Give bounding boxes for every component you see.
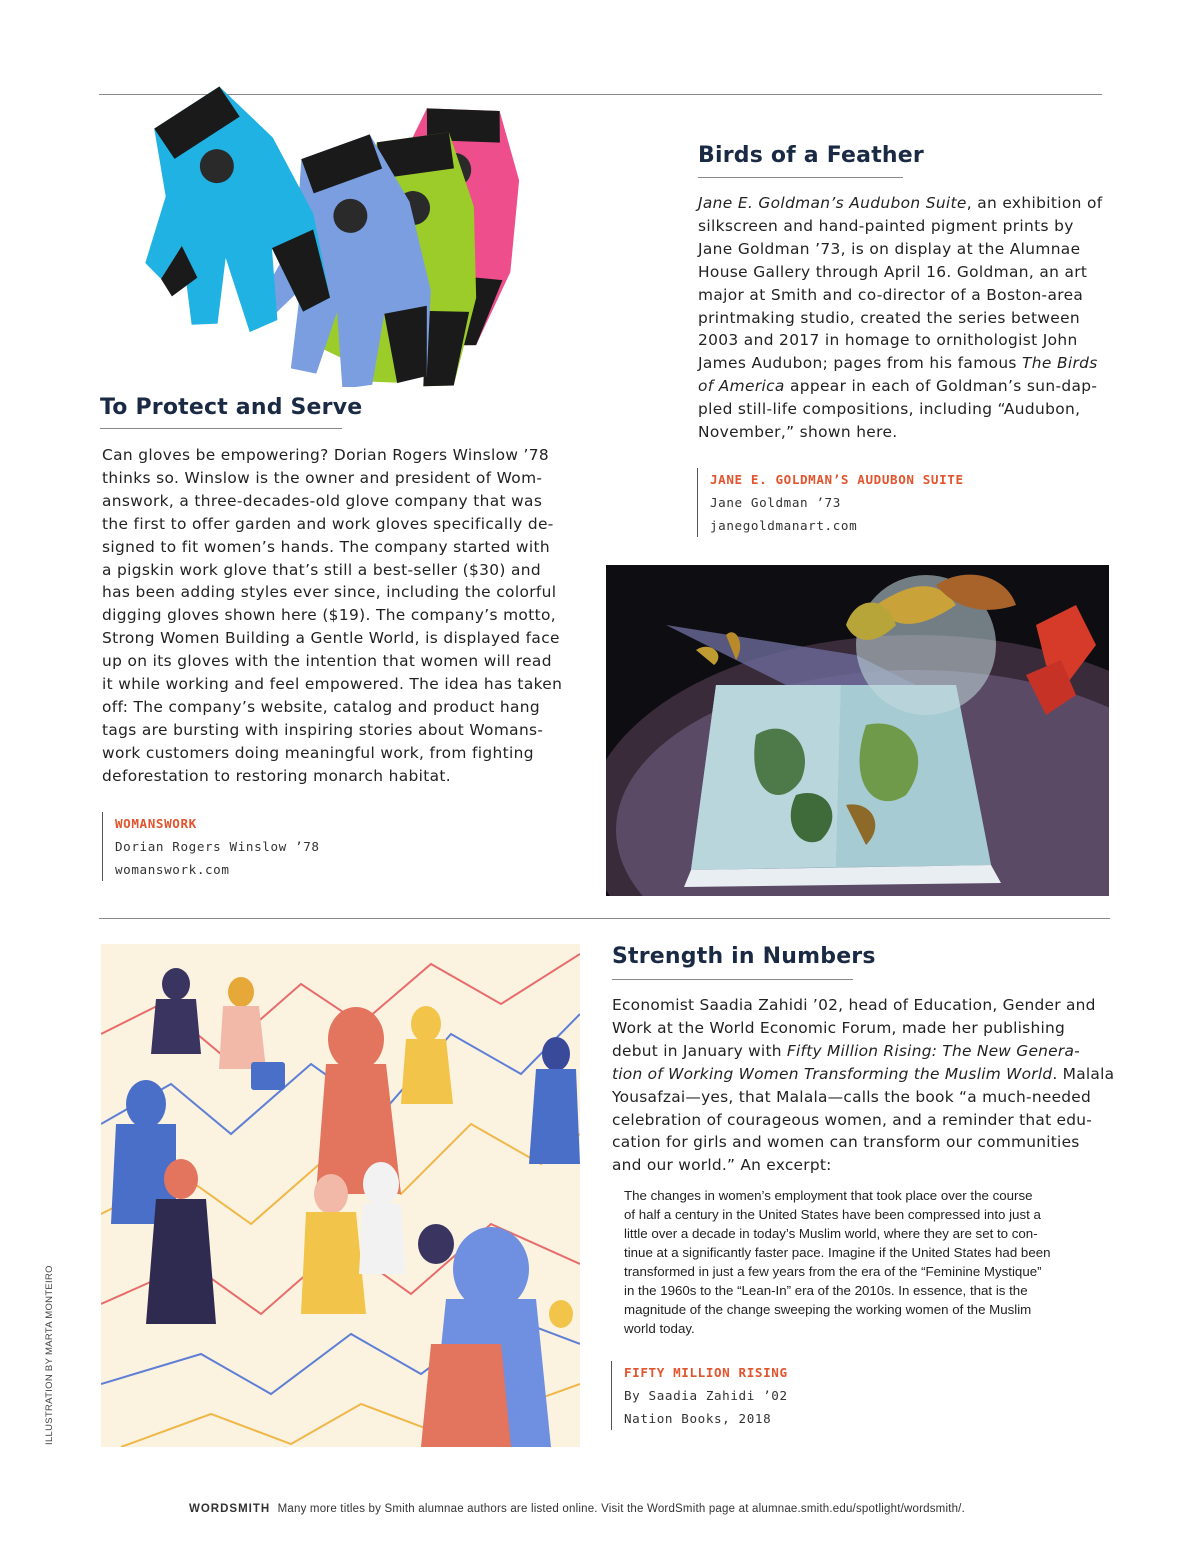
section-title-protect: To Protect and Serve bbox=[100, 395, 363, 420]
middle-rule bbox=[99, 918, 1110, 919]
excerpt-line: magnitude of the change sweeping the working women of the Muslim bbox=[624, 1302, 1032, 1317]
excerpt-line: of half a century in the United States have been compressed into just a bbox=[624, 1207, 1041, 1222]
body-line: silkscreen and hand-painted pigment prints by bbox=[698, 216, 1074, 235]
body-line: tags are bursting with inspiring stories about Womans- bbox=[102, 720, 544, 739]
body-line: cation for girls and women can transform our communities bbox=[612, 1133, 1080, 1152]
italic-book-title: The Birds bbox=[1022, 354, 1098, 373]
heading-underline bbox=[100, 428, 342, 429]
section-body-birds bbox=[698, 192, 1103, 444]
body-line: up on its gloves with the intention that women will read bbox=[102, 652, 552, 671]
section-title-strength: Strength in Numbers bbox=[612, 944, 876, 969]
body-line: Can gloves be empowering? Dorian Rogers Winslow ’78 bbox=[102, 446, 550, 464]
credit-author: Dorian Rogers Winslow ’78 bbox=[115, 839, 320, 854]
excerpt-line: The changes in women’s employment that took place over the course bbox=[624, 1188, 1033, 1203]
credit-title: WOMANSWORK bbox=[115, 816, 197, 831]
body-line: November,” shown here. bbox=[698, 423, 898, 442]
body-line: and our world.” An excerpt: bbox=[612, 1156, 832, 1175]
excerpt-line: in the 1960s to the “Lean-In” era of the 2010s. In essence, that is the bbox=[624, 1283, 1028, 1298]
body-line: the first to offer garden and work gloves specifically de- bbox=[102, 514, 554, 533]
excerpt-line: world today. bbox=[624, 1321, 695, 1336]
body-line: Jane Goldman ’73, is on display at the Alumnae bbox=[698, 239, 1081, 258]
body-line: 2003 and 2017 in homage to ornithologist John bbox=[698, 331, 1078, 350]
credit-publisher: Nation Books, 2018 bbox=[624, 1411, 772, 1426]
body-line: work customers doing meaningful work, from fighting bbox=[102, 743, 534, 762]
body-line: signed to fit women’s hands. The company started with bbox=[102, 537, 550, 556]
footer-text: Many more titles by Smith alumnae authors are listed online. Visit the WordSmith page at alumnae.smith.edu/spotlight/wordsmith/. bbox=[277, 1503, 965, 1515]
credit-title: JANE E. GOLDMAN’S AUDUBON SUITE bbox=[710, 472, 964, 487]
body-line: pled still-life compositions, including “Audubon, bbox=[698, 400, 1081, 419]
body-line: Jane E. Goldman’s Audubon Suite, an exhibition of bbox=[698, 194, 1103, 212]
body-line: deforestation to restoring monarch habitat. bbox=[102, 766, 452, 785]
excerpt-line: little over a decade in today’s Muslim world, where they are set to con- bbox=[624, 1226, 1038, 1241]
italic-book-title: of America bbox=[698, 377, 785, 396]
body-line: a pigskin work glove that’s still a best-seller ($30) and bbox=[102, 560, 541, 579]
body-line: printmaking studio, created the series between bbox=[698, 308, 1081, 327]
credit-title: FIFTY MILLION RISING bbox=[624, 1365, 788, 1380]
body-line: House Gallery through April 16. Goldman, an art bbox=[698, 262, 1088, 281]
body-line: has been adding styles ever since, including the colorful bbox=[102, 583, 557, 602]
illustration-credit: ILLUSTRATION BY MARTA MONTEIRO bbox=[44, 1265, 55, 1445]
body-line: debut in January with Fifty Million Rising: The New Genera- bbox=[612, 1041, 1080, 1060]
body-line: Yousafzai—yes, that Malala—calls the book “a much-needed bbox=[612, 1087, 1092, 1106]
body-line: off: The company’s website, catalog and product hang bbox=[102, 697, 540, 716]
credit-audubon bbox=[697, 468, 964, 537]
heading-underline bbox=[698, 177, 903, 178]
section-body-protect bbox=[102, 444, 562, 788]
footer bbox=[189, 1503, 965, 1515]
body-line: digging gloves shown here ($19). The company’s motto, bbox=[102, 606, 556, 625]
women-illustration bbox=[101, 944, 580, 1447]
body-line: Economist Saadia Zahidi ’02, head of Education, Gender and bbox=[612, 996, 1096, 1014]
body-line: it while working and feel empowered. The idea has taken bbox=[102, 675, 563, 694]
credit-author: Jane Goldman ’73 bbox=[710, 495, 841, 510]
footer-label: WORDSMITH bbox=[189, 1503, 271, 1515]
excerpt-line: transformed in just a few years from the era of the “Feminine Mystique” bbox=[624, 1264, 1042, 1279]
body-line: James Audubon; pages from his famous The Birds bbox=[698, 354, 1098, 373]
section-title-birds: Birds of a Feather bbox=[698, 143, 924, 168]
body-line: thinks so. Winslow is the owner and president of Wom- bbox=[102, 468, 543, 487]
credit-website[interactable]: janegoldmanart.com bbox=[710, 518, 858, 533]
body-line: celebration of courageous women, and a reminder that edu- bbox=[612, 1110, 1093, 1129]
body-line: answork, a three-decades-old glove company that was bbox=[102, 491, 543, 510]
body-line: Work at the World Economic Forum, made her publishing bbox=[612, 1018, 1066, 1037]
heading-underline bbox=[612, 979, 853, 980]
credit-author: By Saadia Zahidi ’02 bbox=[624, 1388, 788, 1403]
credit-fifty-million bbox=[611, 1361, 788, 1430]
body-line: major at Smith and co-director of a Boston-area bbox=[698, 285, 1084, 304]
italic-book-title: Fifty Million Rising: The New Genera- bbox=[786, 1041, 1080, 1060]
section-body-strength bbox=[612, 994, 1114, 1177]
credit-website[interactable]: womanswork.com bbox=[115, 862, 230, 877]
credit-womanswork bbox=[102, 812, 320, 881]
body-line: of America appear in each of Goldman’s sun-dap- bbox=[698, 377, 1098, 396]
gloves-photo bbox=[50, 62, 570, 387]
italic-book-title: tion of Working Women Transforming the Muslim World bbox=[612, 1064, 1053, 1083]
body-line: tion of Working Women Transforming the Muslim World. Malala bbox=[612, 1064, 1115, 1083]
book-excerpt bbox=[624, 1186, 1051, 1338]
audubon-painting bbox=[606, 565, 1109, 896]
body-line: Strong Women Building a Gentle World, is displayed face bbox=[102, 629, 560, 648]
italic-exhibit-title: Jane E. Goldman’s Audubon Suite bbox=[698, 194, 967, 212]
excerpt-line: tinue at a significantly faster pace. Imagine if the United States had been bbox=[624, 1245, 1051, 1260]
